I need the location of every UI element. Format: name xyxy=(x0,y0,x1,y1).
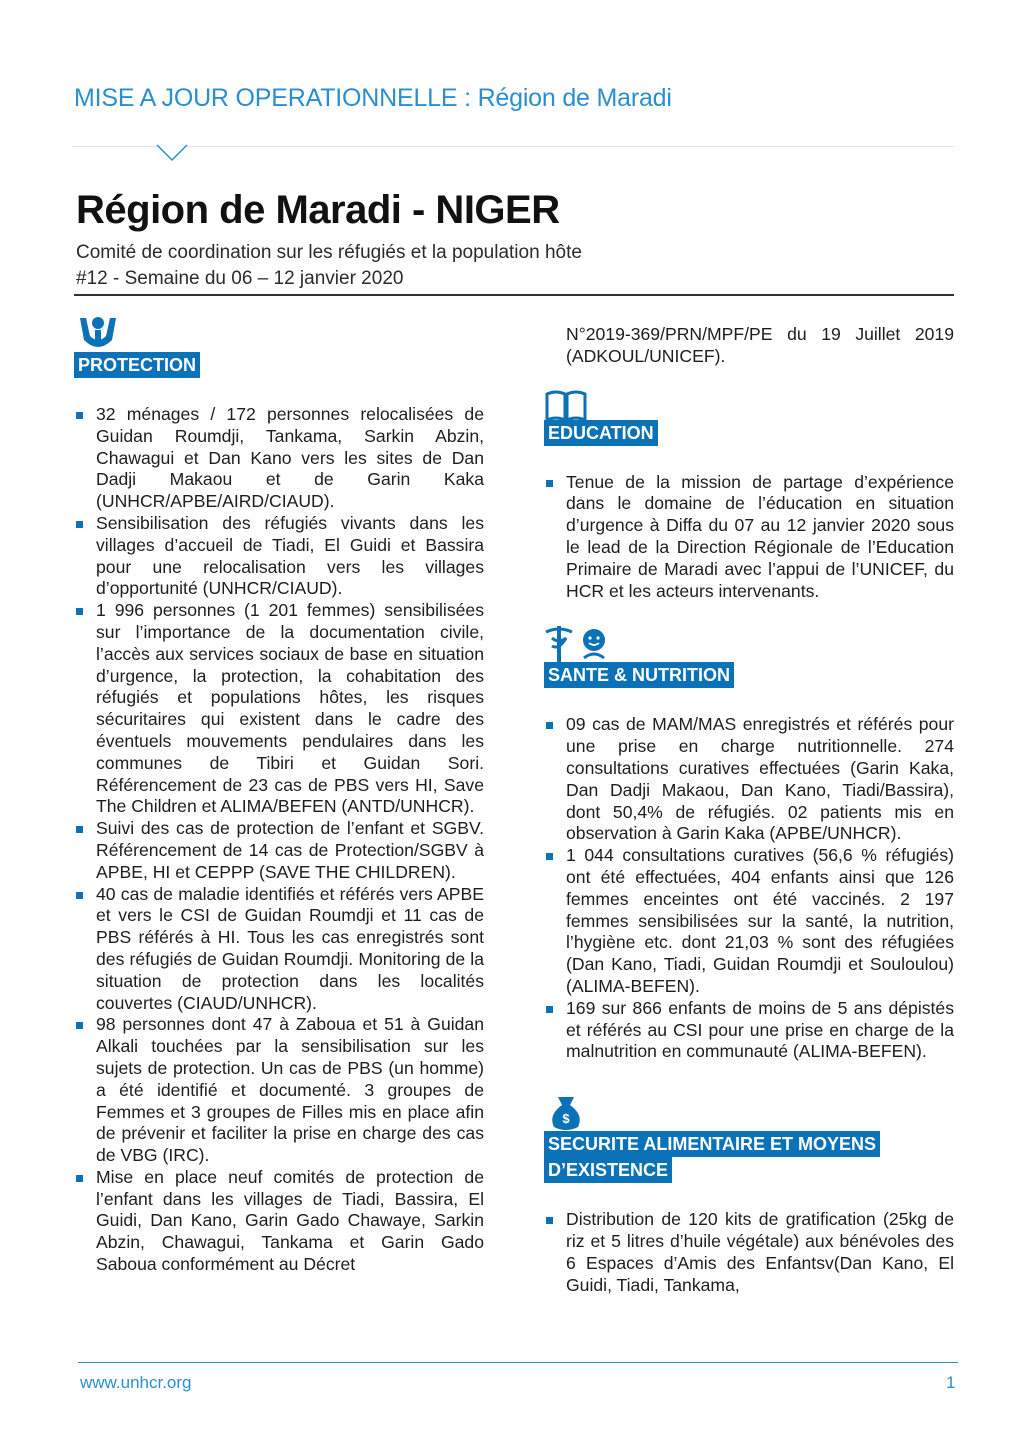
money-bag-icon xyxy=(544,1093,588,1133)
list-item: 40 cas de maladie identifiés et référés vers APBE et vers le CSI de Guidan Roumdji et 11 cas de PBS référés à HI. Tous les cas enregistrés sont des réfugiés de Guidan Roumdji. Monitoring de la situation de protection dans les localités couvertes (CIAUD/UNHCR). xyxy=(74,884,484,1015)
list-item: 98 personnes dont 47 à Zaboua et 51 à Guidan Alkali touchées par la sensibilisation sur les sujets de protection. Un cas de PBS (un homme) a été identifié et documenté. 3 groupes de Femmes et 3 groupes de Filles mis en place afin de prévenir et faciliter la prise en charge des cas de VBG (IRC). xyxy=(74,1014,484,1167)
section-title-food xyxy=(544,1131,880,1157)
protection-list xyxy=(74,404,484,1276)
protection-continuation: N°2019-369/PRN/MPF/PE du 19 Juillet 2019 (ADKOUL/UNICEF). xyxy=(566,324,954,366)
header-title: MISE A JOUR OPERATIONNELLE : Région de Maradi xyxy=(74,84,672,112)
list-item: 32 ménages / 172 personnes relocalisées de Guidan Roumdji, Tankama, Sarkin Abzin, Chawagui et Dan Kano vers les sites de Dan Dadji Makaou et de Garin Kaka (UNHCR/APBE/AIRD/CIAUD). xyxy=(74,404,484,513)
education-list xyxy=(544,472,954,603)
chevron-down-icon xyxy=(156,144,188,162)
health-list xyxy=(544,714,954,1063)
section-title-protection: PROTECTION xyxy=(74,352,200,378)
list-item: Sensibilisation des réfugiés vivants dans les villages d’accueil de Tiadi, El Guidi et Bassira pour une relocalisation vers les villages d’opportunité (UNHCR/CIAUD). xyxy=(74,513,484,600)
subtitle-week: #12 - Semaine du 06 – 12 janvier 2020 xyxy=(76,268,404,289)
list-item: 1 044 consultations curatives (56,6 % réfugiés) ont été effectuées, 404 enfants ainsi que 126 femmes enceintes ont été vaccinés. 2 197 femmes sensibilisées sur la santé, la nutrition, l’hygiène etc. dont 21,03 % sont des réfugiées (Dan Kano, Tiadi, Guidan Roumdji et Souloulou) (ALIMA-BEFEN). xyxy=(544,845,954,998)
footer-link[interactable]: www.unhcr.org xyxy=(80,1373,192,1392)
subtitle-committee: Comité de coordination sur les réfugiés et la population hôte xyxy=(76,242,582,263)
health-nutrition-icon xyxy=(544,624,614,664)
list-item: Suivi des cas de protection de l’enfant et SGBV. Référencement de 14 cas de Protection/SGBV à APBE, HI et CEPPP (SAVE THE CHILDREN). xyxy=(74,818,484,883)
food-list xyxy=(544,1209,954,1296)
right-column xyxy=(544,324,954,1296)
section-title-food-line1: SECURITE ALIMENTAIRE ET MOYENS xyxy=(548,1134,877,1155)
list-item: Mise en place neuf comités de protection de l’enfant dans les villages de Tiadi, Bassira, El Guidi, Dan Kano, Garin Gado Chawaye, Sarkin Abzin, Chawagui, Tankama et Garin Gado Saboua conformément au Décret xyxy=(74,1167,484,1276)
header-divider xyxy=(72,146,954,147)
left-column xyxy=(74,314,484,1276)
list-item: 169 sur 866 enfants de moins de 5 ans dépistés et référés au CSI pour une prise en charge de la malnutrition en communauté (ALIMA-BEFEN). xyxy=(544,998,954,1063)
people-protection-icon xyxy=(76,314,120,354)
section-title-food-line2: D’EXISTENCE xyxy=(548,1160,669,1181)
list-item: Distribution de 120 kits de gratification (25kg de riz et 5 litres d’huile végétale) aux bénévoles des 6 Espaces d’Amis des Enfantsv(Dan Kano, El Guidi, Tiadi, Tankama, xyxy=(544,1209,954,1296)
list-item: 09 cas de MAM/MAS enregistrés et référés pour une prise en charge nutritionnelle. 274 consultations curatives effectuées (Garin Kaka, Dan Dadji Makaou, Dan Kano, Tiadi/Bassira), dont 50,4% de réfugiés. 02 patients mis en observation à Garin Kaka (APBE/UNHCR). xyxy=(544,714,954,845)
list-item: Tenue de la mission de partage d’expérience dans le domaine de l’éducation en situation d’urgence à Diffa du 07 au 12 janvier 2020 sous le lead de la Direction Régionale de l’Education Primaire de Maradi avec l’appui de l’UNICEF, du HCR et les acteurs intervenants. xyxy=(544,472,954,603)
page-subtitle xyxy=(76,240,582,292)
page-number: 1 xyxy=(946,1373,956,1392)
svg-text:$: $ xyxy=(562,1111,570,1127)
section-title-education: EDUCATION xyxy=(544,420,658,446)
list-item: 1 996 personnes (1 201 femmes) sensibilisées sur l’importance de la documentation civile, l’accès aux services sociaux de base en situation d’urgence, la protection, la cohabitation des réfugiés et populations hôtes, les risques sécuritaires qui existent dans le cadre des éventuels mouvements pendulaires dans les communes de Tibiri et Guidan Sori. Référencement de 23 cas de PBS vers HI, Save The Children et ALIMA/BEFEN (ANTD/UNHCR). xyxy=(74,600,484,818)
footer-divider xyxy=(78,1362,958,1363)
section-title-food-2 xyxy=(544,1157,672,1183)
title-divider xyxy=(74,294,954,296)
section-title-health: SANTE & NUTRITION xyxy=(544,662,734,688)
page-title: Région de Maradi - NIGER xyxy=(76,188,560,232)
